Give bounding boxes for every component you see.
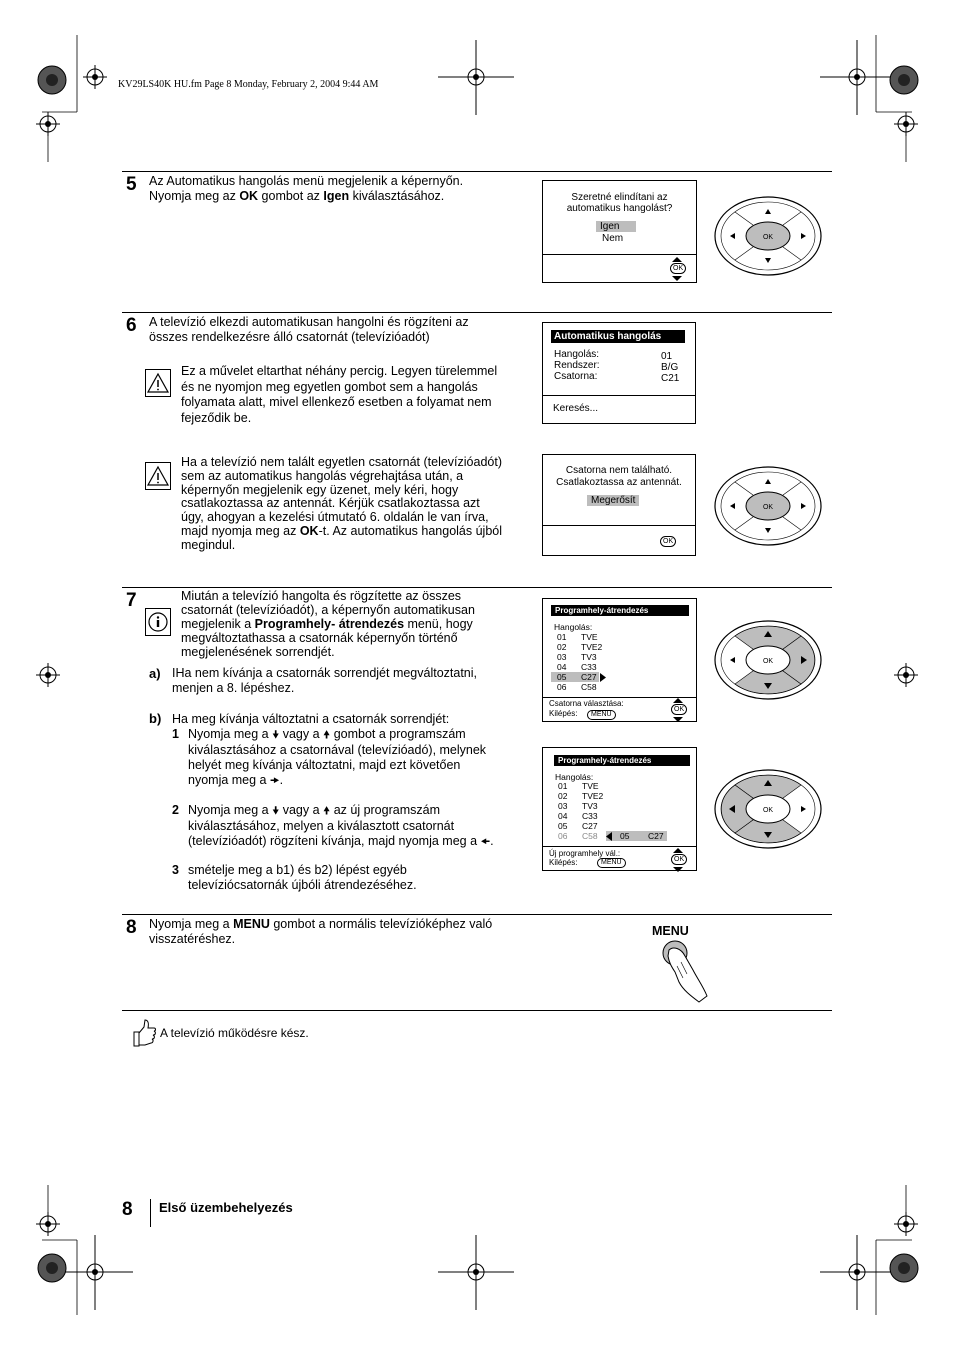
- info-text: Miután a televízió hangolta és rögzítette az összes csatornát (televízióadót), a képernyőn automatikusan megjelenik a Programhely- átrendezés menü, hogy megváltoztathassa a csatornák képernyőn történő megjelenésének sorrendjét.: [181, 589, 475, 659]
- footer-divider: [150, 1199, 151, 1227]
- ok-icon: OK: [671, 854, 687, 865]
- thumbs-up-icon: [131, 1018, 157, 1048]
- up-down-arrows-icon: [670, 257, 684, 281]
- remote-dpad-icon: [713, 619, 823, 701]
- step-text: A televízió elkezdi automatikusan hangolni és rögzíteni az összes rendelkezésre álló csatornát (televízióadót): [149, 315, 469, 344]
- ok-button[interactable]: OK: [762, 504, 774, 511]
- tv-screen-program-sort-move: Programhely-átrendezés Hangolás: 01 TVE 02 TVE2 03 TV3 04 C33 05 C27 06 C58 05 C27 Új programhely vál.: Kilépés: MENU OK: [542, 747, 697, 871]
- info-icon: [145, 608, 171, 636]
- menu-button-press-icon: [655, 938, 715, 1006]
- step-number: 8: [126, 917, 137, 938]
- step-number: 6: [126, 315, 137, 336]
- substep-text: Nyomja meg a 🠟 vagy a 🠝 az új programszám kiválasztásához, melyen a kiválasztott csatornát (televízióadót) rögzíteni kívánja, majd nyomja meg a 🠜.: [188, 803, 494, 848]
- step-number: 5: [126, 174, 137, 195]
- substep-number: 3: [172, 863, 179, 877]
- channel-list: [551, 632, 631, 692]
- menu-icon: MENU: [587, 710, 616, 720]
- menu-button-label: MENU: [652, 924, 689, 938]
- divider: [122, 312, 832, 313]
- list-item: 01 TVE: [558, 781, 599, 791]
- down-arrow-icon: 🠟: [272, 729, 280, 741]
- remote-dpad-icon: [713, 195, 823, 277]
- divider: [122, 914, 832, 915]
- warning-text: Ez a művelet eltarthat néhány percig. Legyen türelemmel és ne nyomjon meg egyetlen gombot sem a hangolás folyamata alatt, mivel ellenkező esetben a folyamat nem fejeződik be.: [181, 364, 498, 425]
- right-arrow-icon: 🠞: [269, 775, 280, 787]
- up-down-arrows-icon: [671, 698, 685, 722]
- up-down-arrows-icon: [671, 848, 685, 872]
- list-item: 06 C58: [557, 682, 597, 692]
- tv-screen-no-channel: Csatorna nem található. Csatlakoztassa az antennát. Megerősít OK: [542, 454, 696, 556]
- warning-icon: [145, 462, 171, 490]
- option-no[interactable]: Nem: [602, 233, 624, 244]
- screen-title: Programhely-átrendezés: [554, 755, 690, 766]
- ready-text: A televízió működésre kész.: [160, 1026, 309, 1040]
- remote-dpad-icon: [713, 465, 823, 547]
- tv-screen-auto-tune-prompt: Szeretné elindítani az automatikus hangolást? Igen Nem OK: [542, 180, 697, 283]
- step-number: 7: [126, 590, 137, 611]
- list-item: 02 TVE2: [558, 791, 604, 801]
- step-text: Az Automatikus hangolás menü megjelenik a képernyőn. Nyomja meg az OK gombot az Igen kiválasztásához.: [149, 174, 464, 203]
- ok-button[interactable]: OK: [762, 234, 774, 241]
- step-text: Nyomja meg a MENU gombot a normális televízióképhez való visszatéréshez.: [149, 917, 493, 946]
- substep-text: Nyomja meg a 🠟 vagy a 🠝 gombot a programszám kiválasztásához a csatornával (televízióadó), melynek helyét meg kívánja változtatni, majd ezt követően nyomja meg a 🠞.: [188, 727, 487, 787]
- divider: [122, 1010, 832, 1011]
- ok-icon: OK: [671, 704, 687, 715]
- list-item: 05 C27: [558, 821, 598, 831]
- warning-text: Ha a televízió nem talált egyetlen csatornát (televízióadót) sem az automatikus hangolás végrehajtása után, a képernyőn megjelenik egy üzenet, mely kéri, hogy csatlakoztassa az antennát. Kérjük csatlakoztassa azt úgy, ahogyan a kezelési útmutató 6. oldalán le van írva, majd nyomja meg az OK-t. Az automatikus hangolás újból megindul.: [181, 455, 503, 552]
- menu-icon: MENU: [597, 858, 626, 868]
- list-item: 02 TVE2: [557, 642, 603, 652]
- left-arrow-icon: 🠜: [480, 836, 491, 848]
- option-yes[interactable]: Igen: [596, 221, 636, 232]
- option-a-text: IHa nem kívánja a csatornák sorrendjét megváltoztatni, menjen a 8. lépéshez.: [172, 666, 478, 695]
- ok-button[interactable]: OK: [762, 658, 774, 665]
- option-a-label: a): [149, 666, 161, 681]
- up-arrow-icon: 🠝: [323, 729, 331, 741]
- ok-icon: OK: [660, 536, 676, 547]
- list-item-dimmed: 06 C58: [558, 831, 598, 841]
- list-item: 04 C33: [558, 811, 598, 821]
- option-b-intro: Ha meg kívánja változtatni a csatornák sorrendjét:: [172, 712, 450, 726]
- screen-title: Programhely-átrendezés: [551, 605, 689, 616]
- down-arrow-icon: 🠟: [272, 805, 280, 817]
- up-arrow-icon: 🠝: [323, 805, 331, 817]
- left-triangle-icon: [606, 832, 612, 841]
- section-title: Első üzembehelyezés: [159, 1200, 293, 1215]
- search-status: Keresés...: [553, 403, 599, 414]
- list-item: 03 TV3: [558, 801, 598, 811]
- page-number: 8: [122, 1199, 133, 1220]
- substep-text: smételje meg a b1) és b2) lépést egyéb televíziócsatornák újbóli átrendezéséhez.: [188, 863, 417, 892]
- substep-number: 2: [172, 803, 179, 817]
- remote-dpad-icon: [713, 768, 823, 850]
- screen-title: Automatikus hangolás: [551, 330, 685, 343]
- list-item: 01 TVE: [557, 632, 598, 642]
- divider: [122, 171, 832, 172]
- list-item-selected[interactable]: 05 C27: [551, 672, 599, 682]
- warning-icon: [145, 369, 171, 397]
- confirm-option[interactable]: Megerősít: [587, 495, 639, 506]
- ok-button[interactable]: OK: [762, 807, 774, 814]
- divider: [122, 587, 832, 588]
- file-info-header: KV29LS40K HU.fm Page 8 Monday, February 2, 2004 9:44 AM: [118, 79, 379, 90]
- list-item: 03 TV3: [557, 652, 597, 662]
- substep-number: 1: [172, 727, 179, 741]
- right-triangle-icon: [600, 673, 606, 682]
- option-b-label: b): [149, 711, 162, 726]
- ok-icon: OK: [670, 263, 686, 274]
- selection-bar[interactable]: 05 C27: [606, 831, 667, 841]
- list-item: 04 C33: [557, 662, 597, 672]
- tv-screen-auto-tuning: Automatikus hangolás Hangolás: Rendszer: Csatorna: 01 B/G C21 Keresés...: [542, 322, 696, 424]
- tv-screen-program-sort: Programhely-átrendezés Hangolás: 01 TVE 02 TVE2 03 TV3 04 C33 05 C27 06 C58 Csatorna választása: Kilépés: MENU OK: [542, 598, 697, 722]
